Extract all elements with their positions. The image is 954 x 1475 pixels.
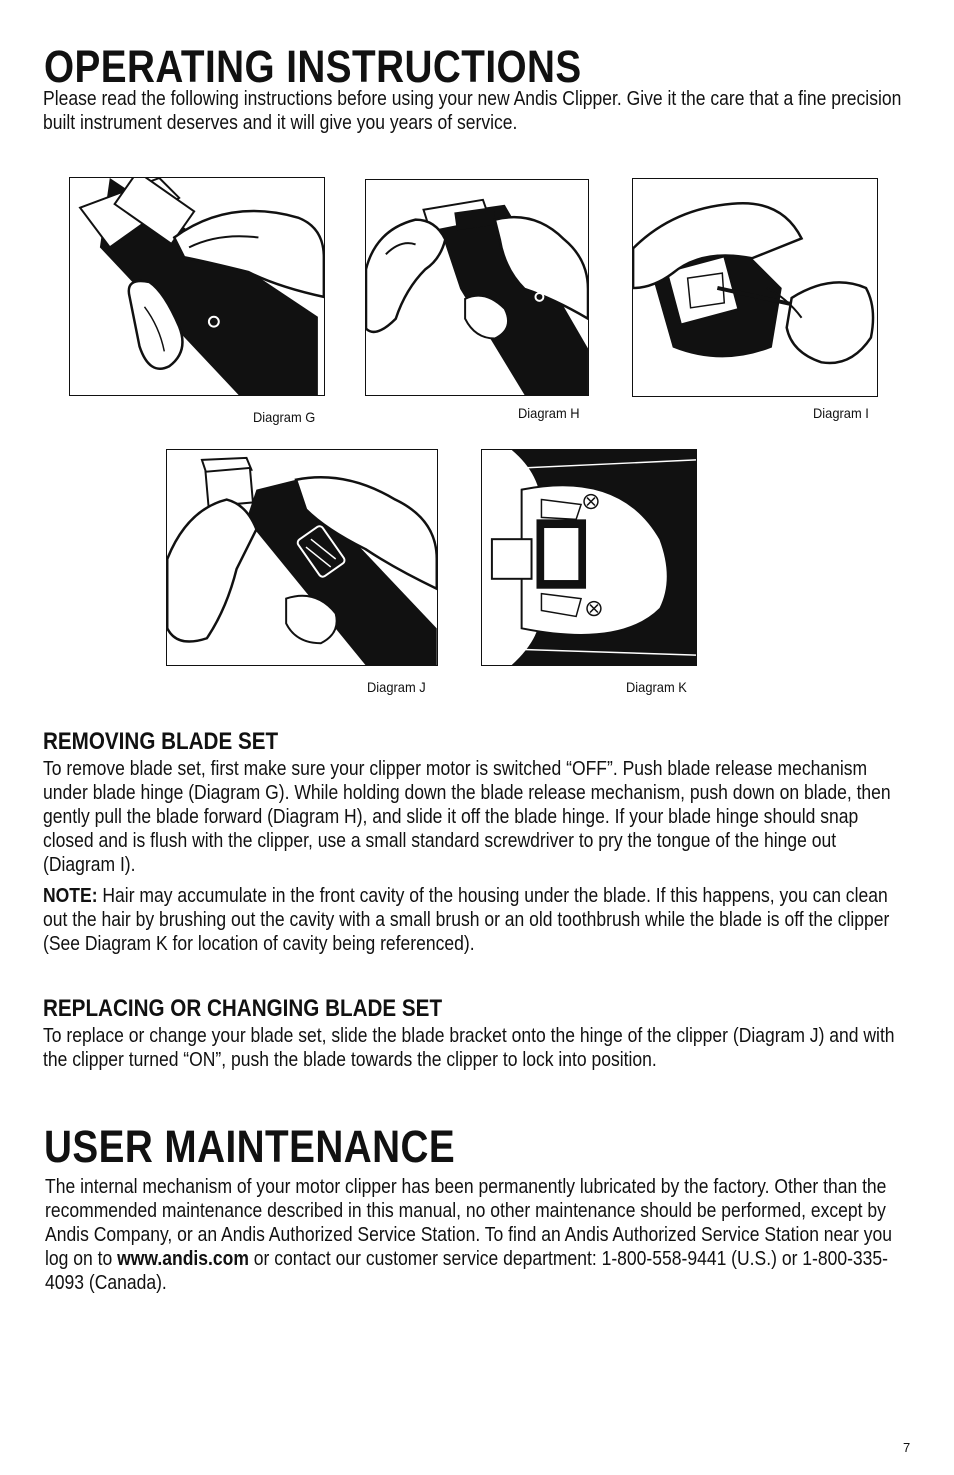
removing-blade-set-heading: REMOVING BLADE SET <box>43 728 279 755</box>
maintenance-text-2: or contact our customer service department: 1-800-558-9441 (U.S.) or 1-800-335-4093 (Canada). <box>45 1247 889 1294</box>
screwdriver-hinge-illustration <box>633 179 877 396</box>
note-label: NOTE: <box>43 884 98 907</box>
note-body: Hair may accumulate in the front cavity of the housing under the blade. If this happens, you can clean out the hair by brushing out the cavity with a small brush or an old toothbrush while the blade is off the clipper (See Diagram K for location of cavity being referenced). <box>43 884 890 955</box>
removing-blade-note <box>43 884 907 956</box>
diagram-j-illustration <box>166 449 438 666</box>
removing-blade-set-body: To remove blade set, first make sure your clipper motor is switched “OFF”. Push blade release mechanism under blade hinge (Diagram G). While holding down the blade release mechanism, push down on blade, then gently pull the blade forward (Diagram H), and slide it off the blade hinge. If your blade hinge should snap closed and is flush with the clipper, use a small standard screwdriver to pry the tongue of the hinge out (Diagram I). <box>43 757 891 876</box>
clipper-release-illustration <box>70 178 324 395</box>
user-maintenance-title: USER MAINTENANCE <box>44 1121 456 1172</box>
operating-intro: Please read the following instructions before using your new Andis Clipper. Give it the care that a fine precision built instrument deserves and it will give you years of service. <box>43 87 902 134</box>
housing-cavity-illustration <box>482 450 696 665</box>
diagram-h-illustration <box>365 179 589 396</box>
maintenance-text-1: The internal mechanism of your motor clipper has been permanently lubricated by the factory. Other than the recommended maintenance described in this manual, no other maintenance should be performed, except by Andis Company, or an Andis Authorized Service Station. To find an Andis Authorized Service Station near you log on to <box>45 1175 893 1270</box>
diagram-j-caption: Diagram J <box>367 679 426 695</box>
user-maintenance-body <box>45 1175 909 1295</box>
replacing-blade-set-body: To replace or change your blade set, slide the blade bracket onto the hinge of the clipper (Diagram J) and with the clipper turned “ON”, push the blade towards the clipper to lock into position. <box>43 1024 895 1071</box>
replacing-blade-set-heading: REPLACING OR CHANGING BLADE SET <box>43 995 443 1022</box>
operating-instructions-title: OPERATING INSTRUCTIONS <box>44 41 582 92</box>
diagram-h-caption: Diagram H <box>518 405 580 421</box>
andis-website-link[interactable]: www.andis.com <box>117 1247 249 1270</box>
diagram-g-illustration <box>69 177 325 396</box>
diagram-k-illustration <box>481 449 697 666</box>
diagram-i-caption: Diagram I <box>813 405 869 421</box>
page-number: 7 <box>903 1440 911 1455</box>
diagram-k-caption: Diagram K <box>626 679 687 695</box>
diagram-g-caption: Diagram G <box>253 409 316 425</box>
clipper-blade-attach-illustration <box>167 450 437 665</box>
diagram-i-illustration <box>632 178 878 397</box>
clipper-blade-pull-illustration <box>366 180 588 395</box>
